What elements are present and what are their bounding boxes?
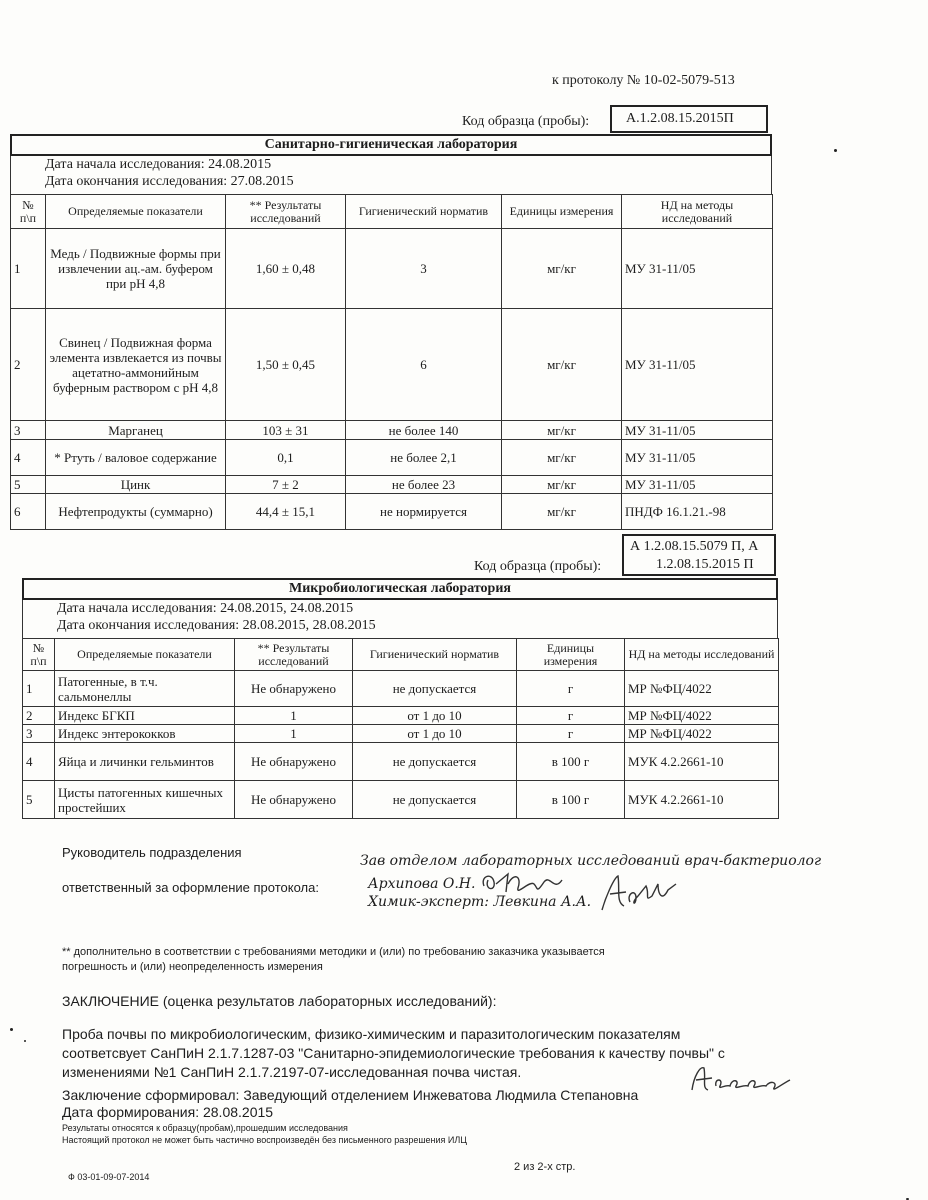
col-method: НД на методы исследований: [622, 195, 773, 229]
row-norm: от 1 до 10: [353, 707, 517, 725]
conclusion-line1: Проба почвы по микробиологическим, физико-химическим и паразитологическим показателям: [62, 1026, 681, 1042]
sanitary-lab-section: [10, 134, 772, 530]
row-method: МУ 31-11/05: [622, 229, 773, 309]
sanitary-results-table: [10, 194, 773, 530]
row-result: Не обнаружено: [235, 743, 353, 781]
table-row: [11, 309, 773, 421]
conclusion-line3: изменениями №1 СанПиН 2.1.7.2197-07-исследованная почва чистая.: [62, 1064, 522, 1080]
protocol-note2: Настоящий протокол не может быть частично воспроизведён без письменного разрешения ИЛЦ: [62, 1135, 467, 1145]
row-indicator: * Ртуть / валовое содержание: [46, 440, 226, 476]
col-number: № п\п: [11, 195, 46, 229]
sanitary-lab-title: Санитарно-гигиеническая лаборатория: [10, 134, 772, 156]
row-number: 3: [23, 725, 55, 743]
col-number: № п\п: [23, 639, 55, 671]
row-norm: не более 23: [346, 476, 502, 494]
signature-levkina: [596, 872, 688, 916]
row-number: 5: [11, 476, 46, 494]
row-norm: от 1 до 10: [353, 725, 517, 743]
col-result: ** Результаты исследований: [226, 195, 346, 229]
col-method: НД на методы исследований: [625, 639, 779, 671]
row-number: 1: [23, 671, 55, 707]
row-result: 1,50 ± 0,45: [226, 309, 346, 421]
row-number: 4: [11, 440, 46, 476]
row-method: ПНДФ 16.1.21.-98: [622, 494, 773, 530]
row-indicator: Индекс БГКП: [55, 707, 235, 725]
micro-sample-code-value: [622, 534, 776, 576]
sample-code-value: А.1.2.08.15.2015П: [610, 105, 768, 133]
table-row: [11, 421, 773, 440]
row-method: МУ 31-11/05: [622, 421, 773, 440]
conclusion-formed-by: Заключение сформировал: Заведующий отделением Инжеватова Людмила Степановна: [62, 1087, 639, 1103]
table-row: [23, 707, 779, 725]
table-row: [11, 229, 773, 309]
row-unit: г: [517, 707, 625, 725]
scan-speck: [24, 1040, 26, 1042]
row-indicator: Цинк: [46, 476, 226, 494]
table-row: [23, 781, 779, 819]
protocol-note1: Результаты относятся к образцу(пробам),прошедшим исследования: [62, 1123, 348, 1133]
row-number: 5: [23, 781, 55, 819]
scan-speck: [834, 149, 837, 152]
table-row: [23, 743, 779, 781]
col-norm: Гигиенический норматив: [346, 195, 502, 229]
head-position: Зав отделом лабораторных исследований врач-бактериолог: [360, 853, 822, 869]
table-row: [11, 494, 773, 530]
row-number: 2: [11, 309, 46, 421]
row-unit: мг/кг: [502, 476, 622, 494]
micro-sample-code-label: Код образца (пробы):: [474, 559, 602, 574]
row-result: 44,4 ± 15,1: [226, 494, 346, 530]
row-norm: не более 140: [346, 421, 502, 440]
table-row: [23, 725, 779, 743]
micro-lab-section: [22, 578, 778, 819]
row-result: 1: [235, 707, 353, 725]
head-name: Архипова О.Н.: [368, 876, 476, 892]
row-indicator: Свинец / Подвижная форма элемента извлекается из почвы ацетатно-аммонийным буферным раствором с рН 4,8: [46, 309, 226, 421]
micro-dates: [22, 600, 778, 638]
col-norm: Гигиенический норматив: [353, 639, 517, 671]
row-indicator: Медь / Подвижные формы при извлечении ац.-ам. буфером при рН 4,8: [46, 229, 226, 309]
row-indicator: Индекс энтерококков: [55, 725, 235, 743]
row-method: МУ 31-11/05: [622, 476, 773, 494]
col-result: ** Результаты исследований: [235, 639, 353, 671]
page-number: 2 из 2-х стр.: [514, 1161, 576, 1173]
row-number: 3: [11, 421, 46, 440]
row-result: 103 ± 31: [226, 421, 346, 440]
row-result: Не обнаружено: [235, 781, 353, 819]
row-number: 1: [11, 229, 46, 309]
micro-sample-code-line1: А 1.2.08.15.5079 П, А: [630, 539, 759, 554]
sample-code-label: Код образца (пробы):: [462, 114, 590, 129]
row-number: 4: [23, 743, 55, 781]
table-row: [23, 671, 779, 707]
row-number: 6: [11, 494, 46, 530]
conclusion-heading: ЗАКЛЮЧЕНИЕ (оценка результатов лабораторных исследований):: [62, 993, 497, 1009]
scan-speck: [10, 1028, 13, 1031]
conclusion-text: [62, 1025, 725, 1082]
micro-end-date: Дата окончания исследования: 28.08.2015, 28.08.2015: [57, 618, 376, 633]
col-indicator: Определяемые показатели: [46, 195, 226, 229]
table-header-row: [23, 639, 779, 671]
row-number: 2: [23, 707, 55, 725]
signature-inzhevatova: [686, 1064, 796, 1096]
sanitary-start-date: Дата начала исследования: 24.08.2015: [45, 157, 272, 172]
micro-start-date: Дата начала исследования: 24.08.2015, 24.08.2015: [57, 601, 354, 616]
row-unit: мг/кг: [502, 309, 622, 421]
row-result: 0,1: [226, 440, 346, 476]
row-method: МР №ФЦ/4022: [625, 725, 779, 743]
row-norm: не допускается: [353, 781, 517, 819]
row-unit: г: [517, 725, 625, 743]
row-indicator: Нефтепродукты (суммарно): [46, 494, 226, 530]
row-norm: не допускается: [353, 671, 517, 707]
row-method: МУК 4.2.2661-10: [625, 743, 779, 781]
row-method: МР №ФЦ/4022: [625, 707, 779, 725]
head-of-unit-label: Руководитель подразделения: [62, 845, 242, 860]
protocol-reference: к протоколу № 10-02-5079-513: [552, 73, 735, 88]
footnote: [62, 945, 605, 975]
row-indicator: Марганец: [46, 421, 226, 440]
row-unit: мг/кг: [502, 440, 622, 476]
table-row: [11, 476, 773, 494]
protocol-notes: [62, 1122, 467, 1146]
signature-arkhipova: [478, 866, 578, 902]
row-indicator: Яйца и личинки гельминтов: [55, 743, 235, 781]
conclusion-formed: [62, 1087, 638, 1121]
col-unit: Единицы измерения: [502, 195, 622, 229]
row-unit: в 100 г: [517, 743, 625, 781]
row-unit: мг/кг: [502, 494, 622, 530]
table-row: [11, 440, 773, 476]
row-unit: мг/кг: [502, 421, 622, 440]
row-indicator: Цисты патогенных кишечных простейших: [55, 781, 235, 819]
col-indicator: Определяемые показатели: [55, 639, 235, 671]
micro-sample-code-line2: 1.2.08.15.2015 П: [656, 557, 754, 572]
micro-results-table: [22, 638, 779, 819]
row-method: МУ 31-11/05: [622, 440, 773, 476]
row-unit: мг/кг: [502, 229, 622, 309]
row-method: МУК 4.2.2661-10: [625, 781, 779, 819]
row-unit: г: [517, 671, 625, 707]
expert-name: Химик-эксперт: Левкина А.А.: [368, 894, 592, 910]
row-result: 1,60 ± 0,48: [226, 229, 346, 309]
conclusion-line2: соответсвует СанПиН 2.1.7.1287-03 "Санитарно-эпидемиологические требования к качеству почвы" с: [62, 1045, 725, 1061]
row-result: 7 ± 2: [226, 476, 346, 494]
responsible-label: ответственный за оформление протокола:: [62, 880, 319, 895]
col-unit: Единицы измерения: [517, 639, 625, 671]
row-method: МР №ФЦ/4022: [625, 671, 779, 707]
micro-lab-title: Микробиологическая лаборатория: [22, 578, 778, 600]
table-header-row: [11, 195, 773, 229]
row-norm: не допускается: [353, 743, 517, 781]
sanitary-dates: [10, 156, 772, 194]
row-norm: 3: [346, 229, 502, 309]
row-unit: в 100 г: [517, 781, 625, 819]
row-norm: не нормируется: [346, 494, 502, 530]
conclusion-formed-date: Дата формирования: 28.08.2015: [62, 1104, 274, 1120]
row-result: 1: [235, 725, 353, 743]
row-norm: 6: [346, 309, 502, 421]
row-norm: не более 2,1: [346, 440, 502, 476]
row-indicator: Патогенные, в т.ч. сальмонеллы: [55, 671, 235, 707]
form-code: Ф 03-01-09-07-2014: [68, 1172, 150, 1182]
footnote-line2: погрешность и (или) неопределенность измерения: [62, 961, 323, 973]
row-result: Не обнаружено: [235, 671, 353, 707]
sanitary-end-date: Дата окончания исследования: 27.08.2015: [45, 174, 294, 189]
footnote-line1: ** дополнительно в соответствии с требованиями методики и (или) по требованию заказчика указывается: [62, 946, 605, 958]
row-method: МУ 31-11/05: [622, 309, 773, 421]
